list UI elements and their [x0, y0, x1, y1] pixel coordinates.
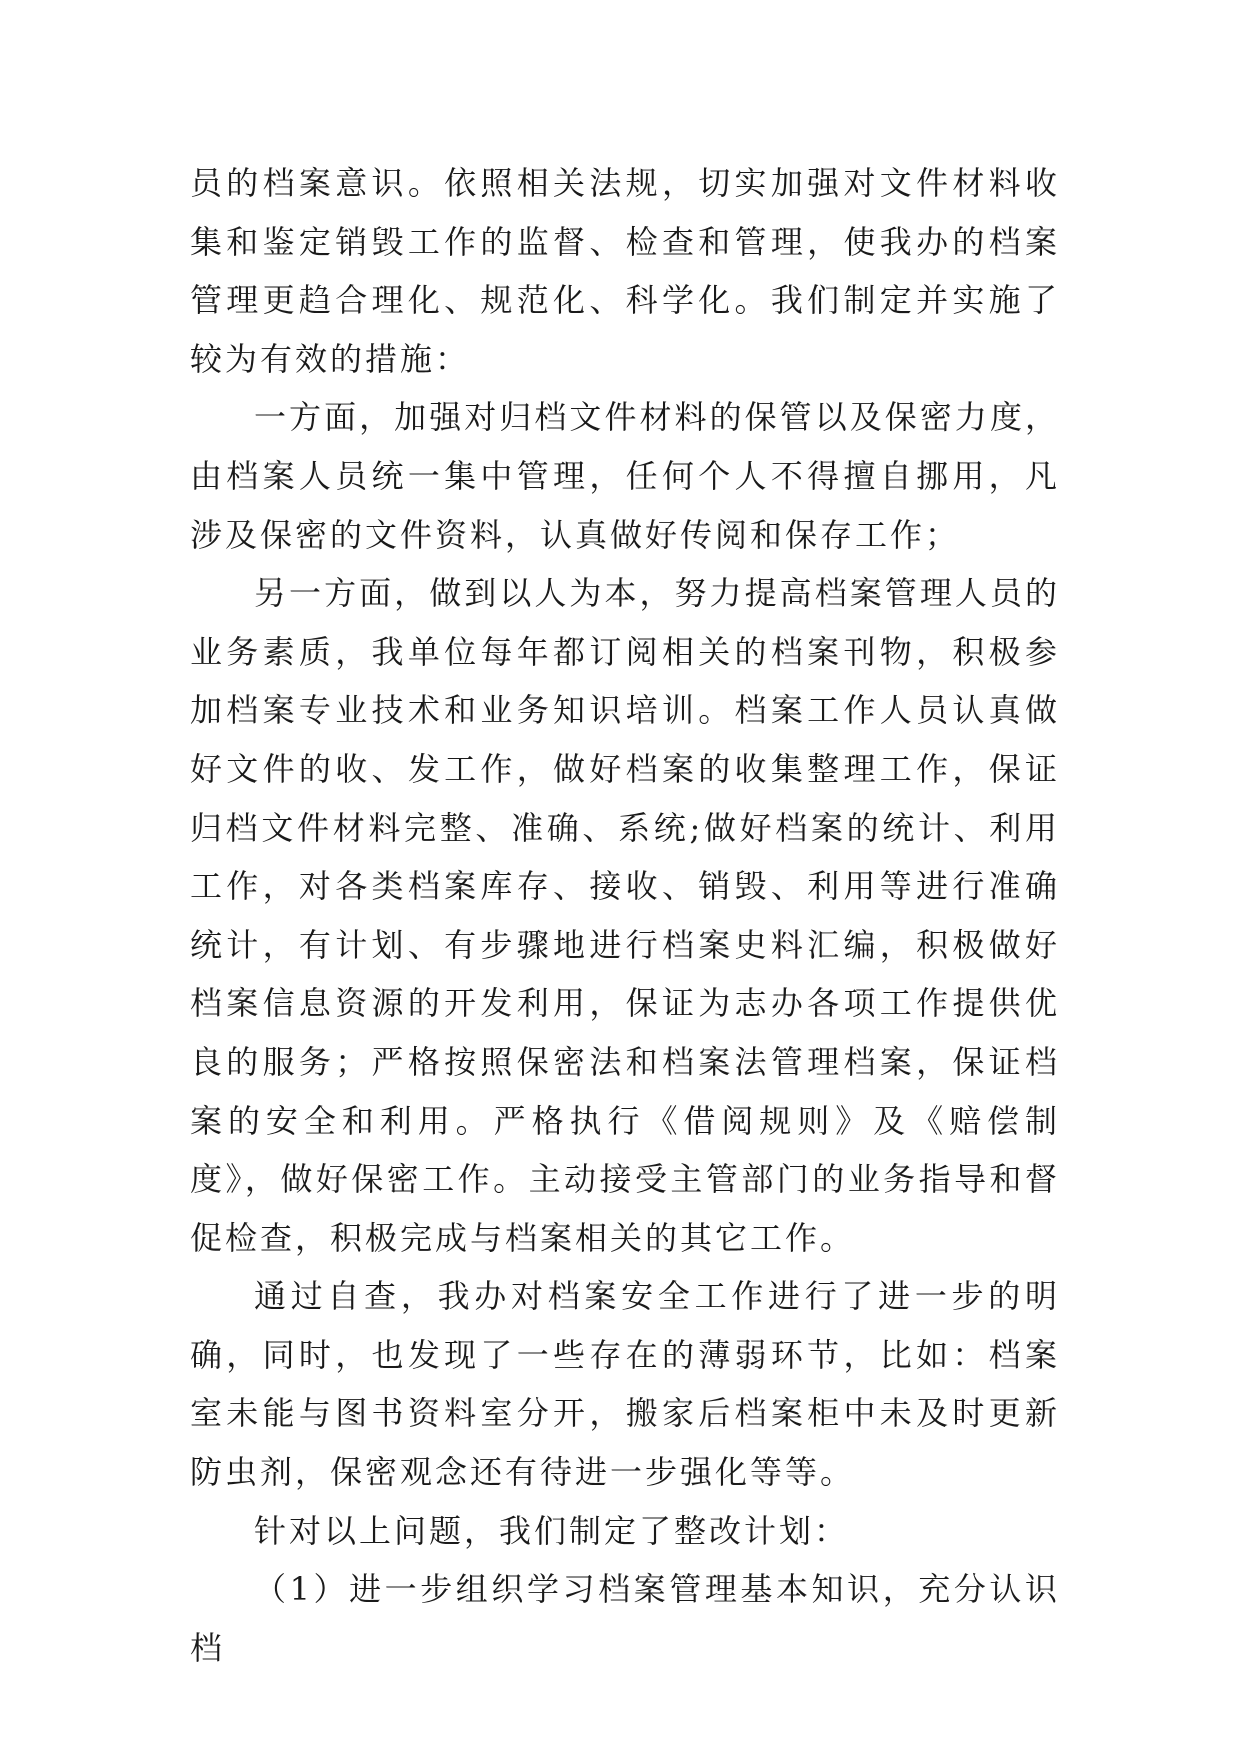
paragraph-staff-quality: 另一方面，做到以人为本，努力提高档案管理人员的业务素质，我单位每年都订阅相关的档案刊物，积极参加档案专业技术和业务知识培训。档案工作人员认真做好文件的收、发工作，做好档案的收集整理工作，保证归档文件材料完整、准确、系统;做好档案的统计、利用工作，对各类档案库存、接收、销毁、利用等进行准确统计，有计划、有步骤地进行档案史料汇编，积极做好档案信息资源的开发利用，保证为志办各项工作提供优良的服务；严格按照保密法和档案法管理档案，保证档案的安全和利用。严格执行《借阅规则》及《赔偿制度》，做好保密工作。主动接受主管部门的业务指导和督促检查，积极完成与档案相关的其它工作。: [190, 574, 1060, 1257]
paragraph-self-inspection: 通过自查，我办对档案安全工作进行了进一步的明确，同时，也发现了一些存在的薄弱环节，比如：档案室未能与图书资料室分开，搬家后档案柜中未及时更新防虫剂，保密观念还有待进一步强化等等。: [190, 1277, 1060, 1492]
paragraph-archive-awareness: 员的档案意识。依照相关法规，切实加强对文件材料收集和鉴定销毁工作的监督、检查和管理，使我办的档案管理更趋合理化、规范化、科学化。我们制定并实施了较为有效的措施：: [190, 164, 1060, 378]
paragraph-rectification-plan: 针对以上问题，我们制定了整改计划：: [254, 1511, 850, 1550]
paragraph-plan-item-1: （1）进一步组织学习档案管理基本知识，充分认识档: [190, 1570, 1060, 1667]
document-body: [190, 154, 1060, 1677]
paragraph-custody-confidentiality: 一方面，加强对归档文件材料的保管以及保密力度，由档案人员统一集中管理，任何个人不得擅自挪用，凡涉及保密的文件资料，认真做好传阅和保存工作；: [190, 398, 1060, 554]
